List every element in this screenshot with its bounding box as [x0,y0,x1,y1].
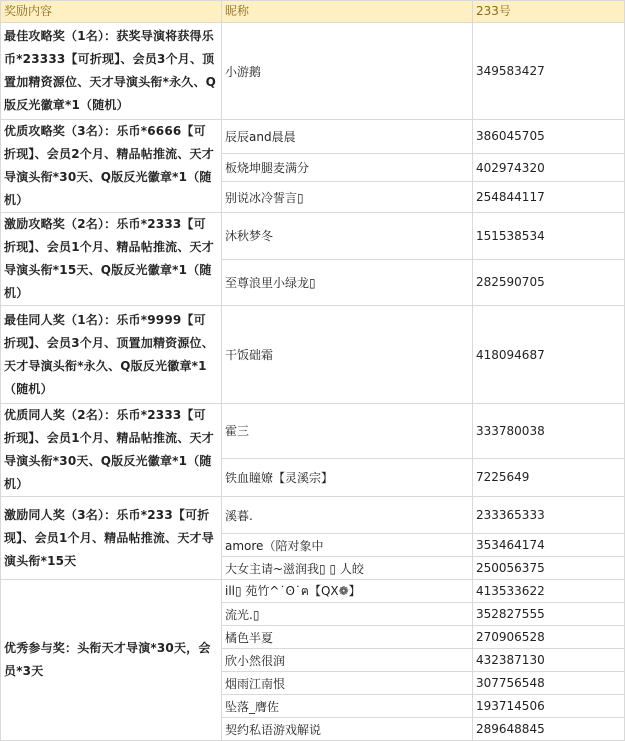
id-cell: 386045705 [473,120,625,154]
prize-cell: 激励攻略奖（2名）：乐币*2333【可折现】、会员1个月、精品帖推流、天才导演头衔*15天、Q版反光徽章*1（随机） [1,213,222,306]
id-cell: 193714506 [473,695,625,718]
id-cell: 7225649 [473,458,625,496]
id-cell: 402974320 [473,153,625,182]
nickname-cell: 坠落_膺佐 [222,695,473,718]
prize-cell: 优质攻略奖（3名）：乐币*6666【可折现】、会员2个月、精品帖推流、天才导演头衔*30天、Q版反光徽章*1（随机） [1,120,222,213]
table-row [1,497,625,534]
id-cell: 353464174 [473,534,625,557]
table-row [1,213,625,260]
table-row [1,120,625,154]
prize-cell: 优秀参与奖：头衔天才导演*30天，会员*3天 [1,580,222,741]
id-cell: 233365333 [473,497,625,534]
nickname-cell: 橘色半夏 [222,626,473,649]
nickname-cell: 干饭础霜 [222,306,473,404]
id-cell: 307756548 [473,672,625,695]
id-cell: 333780038 [473,404,625,459]
id-cell: 151538534 [473,213,625,260]
nickname-cell: 流光.▯ [222,603,473,626]
nickname-cell: 至尊浪里小绿龙▯ [222,259,473,306]
id-cell: 254844117 [473,182,625,213]
nickname-cell: 霍三 [222,404,473,459]
id-cell: 432387130 [473,649,625,672]
table-row [1,404,625,459]
nickname-cell: 溪暮. [222,497,473,534]
header-prize: 奖励内容 [1,1,222,23]
table-row [1,580,625,603]
header-nickname: 昵称 [222,1,473,23]
nickname-cell: 烟雨江南恨 [222,672,473,695]
nickname-cell: 板烧坤腿麦满分 [222,153,473,182]
prize-cell: 优质同人奖（2名）：乐币*2333【可折现】、会员1个月、精品帖推流、天才导演头衔*30天、Q版反光徽章*1（随机） [1,404,222,497]
id-cell: 418094687 [473,306,625,404]
prize-cell: 激励同人奖（3名）：乐币*233【可折现】、会员1个月、精品帖推流、天才导演头衔*15天 [1,497,222,580]
nickname-cell: 小游鹅 [222,23,473,120]
nickname-cell: 大女主请~滋润我▯ ▯ 人皎 [222,557,473,580]
id-cell: 349583427 [473,23,625,120]
prize-cell: 最佳同人奖（1名）：乐币*9999【可折现】、会员3个月、顶置加精资源位、天才导演头衔*永久、Q版反光徽章*1（随机） [1,306,222,404]
nickname-cell: 辰辰and晨晨 [222,120,473,154]
nickname-cell: ill▯ 苑竹^˙ʘ˙ฅ【QX❁】 [222,580,473,603]
id-cell: 289648845 [473,718,625,741]
nickname-cell: 欣小然很润 [222,649,473,672]
nickname-cell: 别说冰冷誓言▯ [222,182,473,213]
id-cell: 413533622 [473,580,625,603]
id-cell: 270906528 [473,626,625,649]
table-row [1,23,625,120]
nickname-cell: 沐秋梦冬 [222,213,473,260]
id-cell: 352827555 [473,603,625,626]
header-row [1,1,625,23]
header-id: 233号 [473,1,625,23]
table-body [1,23,625,741]
nickname-cell: 契约私语游戏解说 [222,718,473,741]
table-row [1,306,625,404]
prize-cell: 最佳攻略奖（1名）：获奖导演将获得乐币*23333【可折现】、会员3个月、顶置加精资源位、天才导演头衔*永久、Q版反光徽章*1（随机） [1,23,222,120]
id-cell: 250056375 [473,557,625,580]
nickname-cell: amore（陪对象中 [222,534,473,557]
nickname-cell: 铁血瞳嫽【灵溪宗】 [222,458,473,496]
id-cell: 282590705 [473,259,625,306]
